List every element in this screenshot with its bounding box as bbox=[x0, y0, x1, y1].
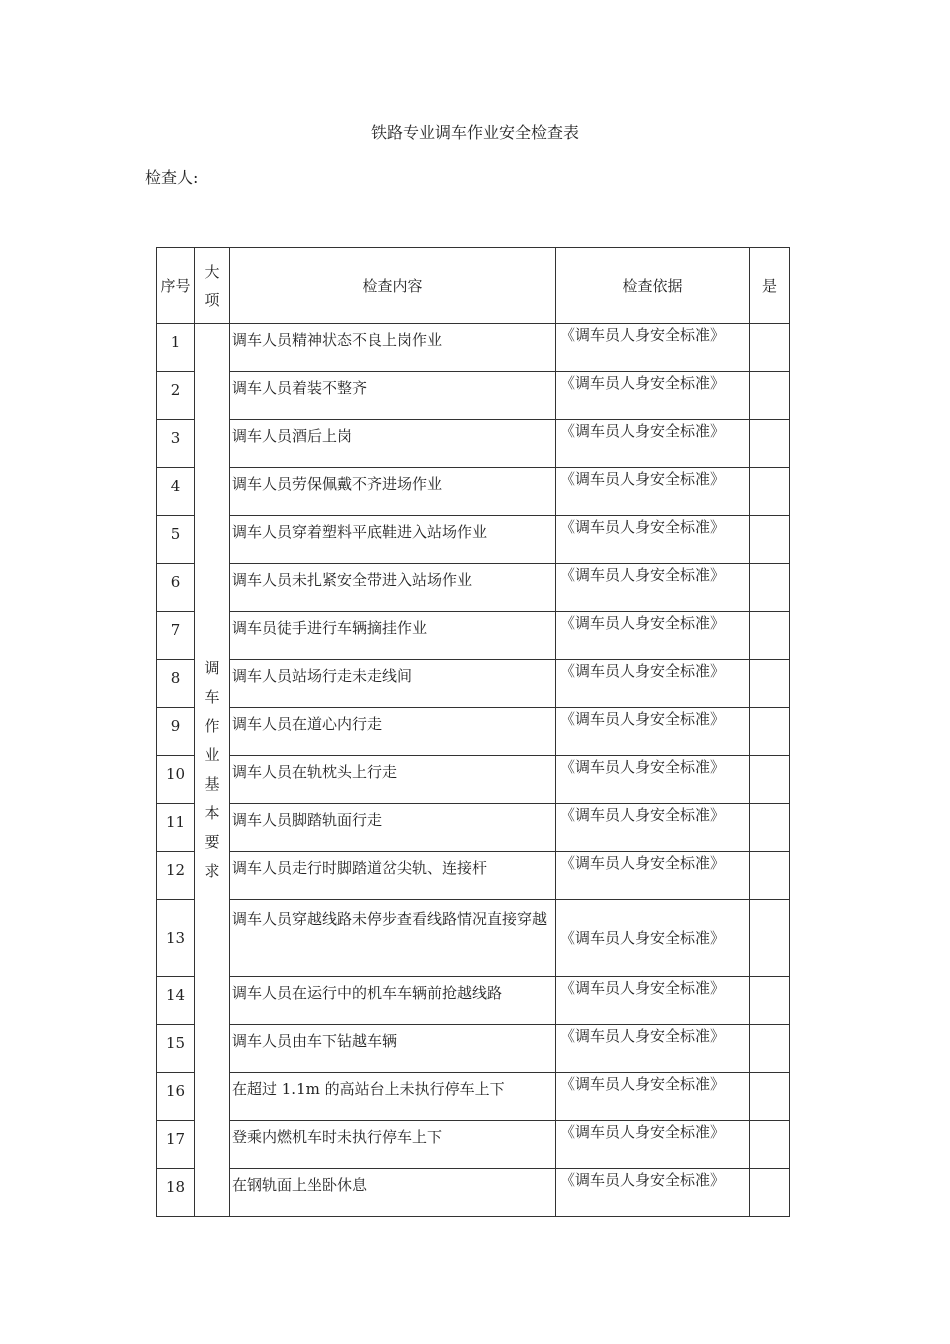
check-basis: 《调车员人身安全标准》 bbox=[556, 756, 750, 804]
table-row bbox=[157, 708, 790, 756]
check-basis: 《调车员人身安全标准》 bbox=[556, 1169, 750, 1217]
yes-cell[interactable] bbox=[750, 564, 790, 612]
yes-cell[interactable] bbox=[750, 660, 790, 708]
row-number: 2 bbox=[157, 372, 195, 420]
category-char: 调 bbox=[204, 659, 220, 677]
check-basis: 《调车员人身安全标准》 bbox=[556, 804, 750, 852]
check-item: 调车员徒手进行车辆摘挂作业 bbox=[230, 612, 556, 660]
yes-cell[interactable] bbox=[750, 756, 790, 804]
check-basis: 《调车员人身安全标准》 bbox=[556, 564, 750, 612]
check-basis: 《调车员人身安全标准》 bbox=[556, 1073, 750, 1121]
check-basis: 《调车员人身安全标准》 bbox=[556, 324, 750, 372]
category-char: 业 bbox=[204, 746, 220, 764]
table-row bbox=[157, 852, 790, 900]
row-number: 5 bbox=[157, 516, 195, 564]
yes-cell[interactable] bbox=[750, 1169, 790, 1217]
yes-cell[interactable] bbox=[750, 804, 790, 852]
table-row bbox=[157, 1025, 790, 1073]
check-item: 调车人员着装不整齐 bbox=[230, 372, 556, 420]
check-item: 调车人员酒后上岗 bbox=[230, 420, 556, 468]
row-number: 11 bbox=[157, 804, 195, 852]
check-item: 调车人员在运行中的机车车辆前抢越线路 bbox=[230, 977, 556, 1025]
table-row bbox=[157, 1121, 790, 1169]
table-row bbox=[157, 420, 790, 468]
check-basis: 《调车员人身安全标准》 bbox=[556, 420, 750, 468]
table-row bbox=[157, 324, 790, 372]
check-item: 调车人员在道心内行走 bbox=[230, 708, 556, 756]
header-yes: 是 bbox=[750, 248, 790, 324]
yes-cell[interactable] bbox=[750, 977, 790, 1025]
table-row bbox=[157, 660, 790, 708]
row-number: 8 bbox=[157, 660, 195, 708]
row-number: 4 bbox=[157, 468, 195, 516]
check-item: 调车人员脚踏轨面行走 bbox=[230, 804, 556, 852]
check-basis: 《调车员人身安全标准》 bbox=[556, 372, 750, 420]
check-item: 调车人员穿着塑料平底鞋进入站场作业 bbox=[230, 516, 556, 564]
check-item: 在超过 1.1m 的高站台上未执行停车上下 bbox=[230, 1073, 556, 1121]
page-title: 铁路专业调车作业安全检查表 bbox=[370, 123, 579, 142]
check-item: 登乘内燃机车时未执行停车上下 bbox=[230, 1121, 556, 1169]
category-char: 求 bbox=[204, 862, 220, 880]
yes-cell[interactable] bbox=[750, 324, 790, 372]
row-number: 16 bbox=[157, 1073, 195, 1121]
check-item: 调车人员由车下钻越车辆 bbox=[230, 1025, 556, 1073]
table-row bbox=[157, 977, 790, 1025]
row-number: 1 bbox=[157, 324, 195, 372]
check-item: 调车人员走行时脚踏道岔尖轨、连接杆 bbox=[230, 852, 556, 900]
category-char: 车 bbox=[204, 688, 220, 706]
check-basis: 《调车员人身安全标准》 bbox=[556, 900, 750, 977]
row-number: 15 bbox=[157, 1025, 195, 1073]
row-number: 9 bbox=[157, 708, 195, 756]
table-row bbox=[157, 564, 790, 612]
yes-cell[interactable] bbox=[750, 1121, 790, 1169]
header-category-char: 项 bbox=[204, 290, 220, 309]
yes-cell[interactable] bbox=[750, 372, 790, 420]
inspection-table bbox=[156, 247, 790, 1217]
row-number: 12 bbox=[157, 852, 195, 900]
yes-cell[interactable] bbox=[750, 612, 790, 660]
row-number: 7 bbox=[157, 612, 195, 660]
check-item: 调车人员在轨枕头上行走 bbox=[230, 756, 556, 804]
check-item: 调车人员劳保佩戴不齐进场作业 bbox=[230, 468, 556, 516]
check-basis: 《调车员人身安全标准》 bbox=[556, 516, 750, 564]
table-row bbox=[157, 804, 790, 852]
header-category bbox=[195, 248, 230, 324]
check-item: 在钢轨面上坐卧休息 bbox=[230, 1169, 556, 1217]
table-row bbox=[157, 756, 790, 804]
yes-cell[interactable] bbox=[750, 708, 790, 756]
table-row bbox=[157, 1073, 790, 1121]
check-basis: 《调车员人身安全标准》 bbox=[556, 708, 750, 756]
check-item: 调车人员站场行走未走线间 bbox=[230, 660, 556, 708]
check-basis: 《调车员人身安全标准》 bbox=[556, 1025, 750, 1073]
header-category-char: 大 bbox=[204, 262, 220, 281]
table-row bbox=[157, 900, 790, 977]
header-content: 检查内容 bbox=[230, 248, 556, 324]
row-number: 10 bbox=[157, 756, 195, 804]
yes-cell[interactable] bbox=[750, 516, 790, 564]
row-number: 6 bbox=[157, 564, 195, 612]
check-basis: 《调车员人身安全标准》 bbox=[556, 660, 750, 708]
category-char: 本 bbox=[204, 804, 220, 822]
table-header-row bbox=[157, 248, 790, 324]
check-item: 调车人员未扎紧安全带进入站场作业 bbox=[230, 564, 556, 612]
yes-cell[interactable] bbox=[750, 1073, 790, 1121]
check-basis: 《调车员人身安全标准》 bbox=[556, 612, 750, 660]
table-row bbox=[157, 1169, 790, 1217]
category-char: 要 bbox=[204, 833, 220, 851]
header-no: 序号 bbox=[157, 248, 195, 324]
check-basis: 《调车员人身安全标准》 bbox=[556, 1121, 750, 1169]
check-basis: 《调车员人身安全标准》 bbox=[556, 977, 750, 1025]
category-char: 基 bbox=[204, 775, 220, 793]
yes-cell[interactable] bbox=[750, 420, 790, 468]
row-number: 17 bbox=[157, 1121, 195, 1169]
yes-cell[interactable] bbox=[750, 468, 790, 516]
row-number: 14 bbox=[157, 977, 195, 1025]
check-basis: 《调车员人身安全标准》 bbox=[556, 852, 750, 900]
inspector-label: 检查人: bbox=[145, 168, 199, 187]
table-row bbox=[157, 516, 790, 564]
check-item: 调车人员精神状态不良上岗作业 bbox=[230, 324, 556, 372]
yes-cell[interactable] bbox=[750, 900, 790, 977]
yes-cell[interactable] bbox=[750, 1025, 790, 1073]
row-number: 3 bbox=[157, 420, 195, 468]
table-row bbox=[157, 612, 790, 660]
category-cell bbox=[195, 324, 230, 1217]
row-number: 13 bbox=[157, 900, 195, 977]
category-char: 作 bbox=[204, 717, 220, 735]
table-row bbox=[157, 468, 790, 516]
header-basis: 检查依据 bbox=[556, 248, 750, 324]
check-basis: 《调车员人身安全标准》 bbox=[556, 468, 750, 516]
check-item: 调车人员穿越线路未停步查看线路情况直接穿越 bbox=[230, 900, 556, 977]
table-row bbox=[157, 372, 790, 420]
yes-cell[interactable] bbox=[750, 852, 790, 900]
row-number: 18 bbox=[157, 1169, 195, 1217]
